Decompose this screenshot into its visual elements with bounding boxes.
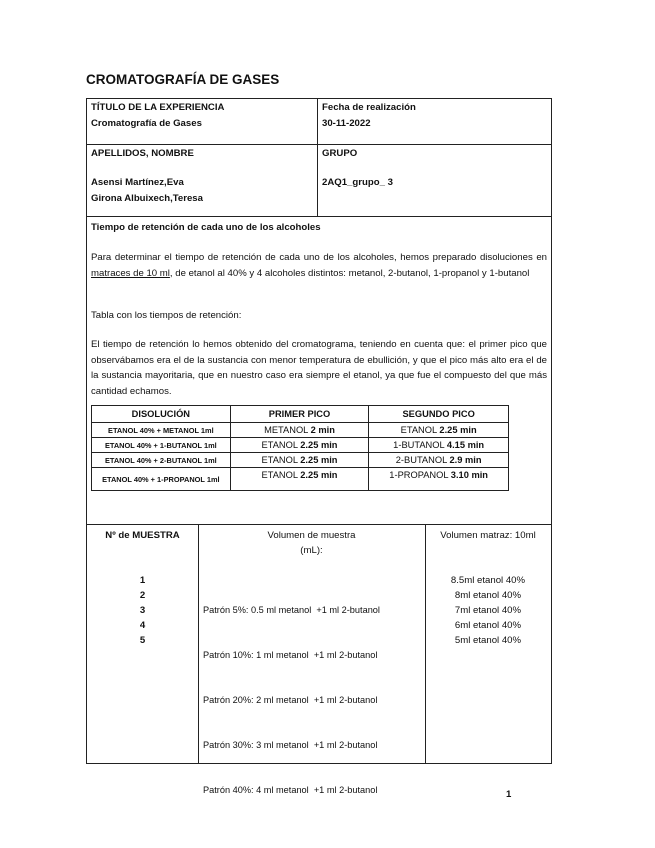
- document-title: CROMATOGRAFÍA DE GASES: [86, 72, 280, 87]
- titulo-label: TÍTULO DE LA EXPERIENCIA: [91, 102, 225, 113]
- segundo-pico-cell: ETANOL 2.25 min: [369, 423, 509, 438]
- disolucion-cell: ETANOL 40% + 1-BUTANOL 1ml: [92, 438, 231, 453]
- grupo-label: GRUPO: [322, 148, 358, 159]
- column-divider: [198, 525, 199, 763]
- header-disolucion: DISOLUCIÓN: [92, 406, 231, 423]
- intro-paragraph: Para determinar el tiempo de retención de cada uno de los alcoholes, hemos preparado disoluciones en matraces de 10 ml, de etanol al 40% y 4 alcoholes distintos: metanol, 2-butanol, 1-propanol y 1-butanol: [91, 252, 547, 279]
- primer-pico-cell: ETANOL 2.25 min: [230, 438, 369, 453]
- underlined-phrase: matraces de 10 ml: [91, 267, 170, 279]
- primer-pico-cell: ETANOL 2.25 min: [230, 468, 369, 491]
- student-name-2: Girona Albuixech,Teresa: [91, 193, 203, 204]
- header-segundo-pico: SEGUNDO PICO: [369, 406, 509, 423]
- sample-volume: 7ml etanol 40%: [454, 605, 522, 616]
- sample-description: Patrón 30%: 3 ml metanol +1 ml 2-butanol: [203, 740, 378, 750]
- volumen-muestra-header: Volumen de muestra (mL):: [267, 530, 356, 556]
- sample-volume: 6ml etanol 40%: [454, 620, 522, 631]
- header-primer-pico: PRIMER PICO: [230, 406, 369, 423]
- fecha-value: 30-11-2022: [322, 118, 371, 129]
- primer-pico-cell: ETANOL 2.25 min: [230, 453, 369, 468]
- segundo-pico-cell: 2-BUTANOL 2.9 min: [369, 453, 509, 468]
- table-row: [92, 438, 509, 453]
- sample-volume: 8.5ml etanol 40%: [450, 575, 526, 586]
- segundo-pico-cell: 1-BUTANOL 4.15 min: [369, 438, 509, 453]
- sample-numbers: [87, 573, 198, 648]
- sample-number: 3: [139, 605, 146, 616]
- disolucion-cell: ETANOL 40% + 2-BUTANOL 1ml: [92, 453, 231, 468]
- apellidos-label: APELLIDOS, NOMBRE: [91, 148, 194, 159]
- sample-number: 4: [139, 620, 146, 631]
- table-row: [92, 453, 509, 468]
- disolucion-cell: ETANOL 40% + 1-PROPANOL 1ml: [92, 468, 231, 491]
- sample-description: Patrón 10%: 1 ml metanol +1 ml 2-butanol: [203, 650, 378, 660]
- sample-volumes: [425, 573, 551, 648]
- segundo-pico-cell: 1-PROPANOL 3.10 min: [369, 468, 509, 491]
- page-number: 1: [506, 789, 512, 800]
- samples-table: [86, 524, 552, 795]
- disolucion-cell: ETANOL 40% + METANOL 1ml: [92, 423, 231, 438]
- column-divider: [317, 99, 318, 216]
- retention-table: [91, 405, 509, 491]
- sample-number: 2: [139, 590, 146, 601]
- table-caption: Tabla con los tiempos de retención:: [91, 310, 242, 321]
- retention-section: [86, 216, 552, 525]
- sample-descriptions: [203, 573, 425, 828]
- fecha-label: Fecha de realización: [322, 102, 416, 113]
- primer-pico-cell: METANOL 2 min: [230, 423, 369, 438]
- sample-number: 1: [139, 575, 146, 586]
- sample-number: 5: [139, 635, 146, 646]
- section-heading: Tiempo de retención de cada uno de los alcoholes: [91, 222, 321, 233]
- sample-description: Patrón 5%: 0.5 ml metanol +1 ml 2-butanol: [203, 605, 380, 615]
- sample-volume: 5ml etanol 40%: [454, 635, 522, 646]
- table-row: [92, 423, 509, 438]
- sample-description: Patrón 20%: 2 ml metanol +1 ml 2-butanol: [203, 695, 378, 705]
- explanation-paragraph: El tiempo de retención lo hemos obtenido del cromatograma, teniendo en cuenta que: el primer pico que observábamos era el de la sustancia con menor temperatura de ebullición, y que el pico más alto era el de la sustancia mayoritaria, que en nuestro caso era siempre el etanol, ya que fue el compuesto del que más cantidad echamos.: [91, 339, 547, 397]
- header-table: [86, 98, 552, 217]
- table-row: [92, 468, 509, 491]
- titulo-value: Cromatografía de Gases: [91, 118, 202, 129]
- sample-description: Patrón 40%: 4 ml metanol +1 ml 2-butanol: [203, 785, 378, 795]
- student-name-1: Asensi Martínez,Eva: [91, 177, 184, 188]
- muestra-header: Nº de MUESTRA: [105, 530, 180, 541]
- row-divider: [87, 144, 551, 145]
- grupo-value: 2AQ1_grupo_ 3: [322, 177, 393, 188]
- volumen-matraz-header: Volumen matraz: 10ml: [440, 530, 536, 541]
- sample-volume: 8ml etanol 40%: [454, 590, 522, 601]
